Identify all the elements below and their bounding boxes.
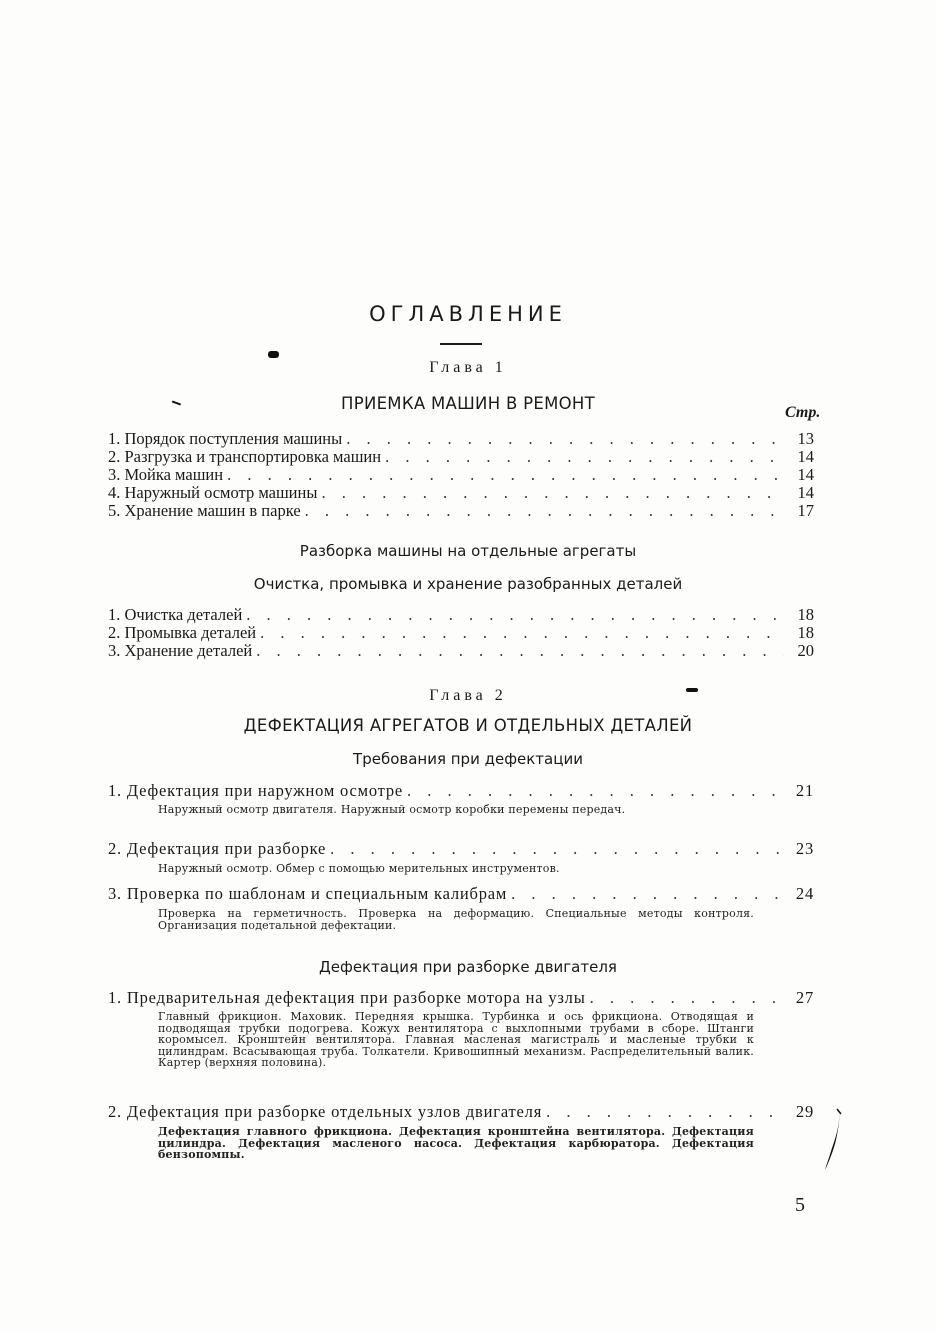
toc-entry-text: 1. Предварительная дефектация при разборке мотора на узлы — [108, 988, 586, 1007]
toc-entry-text: 3. Хранение деталей — [108, 641, 253, 660]
section-heading: Дефектация при разборке двигателя — [319, 958, 617, 976]
toc-entry-page: 18 — [797, 623, 814, 642]
toc-entry-description: Проверка на герметичность. Проверка на деформацию. Специальные методы контроля. Организация подетальной дефектации. — [158, 907, 754, 932]
toc-entry-text: 2. Дефектация при разборке — [108, 839, 327, 858]
toc-entry — [108, 1102, 814, 1122]
scan-speck — [268, 351, 279, 358]
toc-entry-page: 18 — [797, 605, 814, 624]
leader-dots — [546, 1102, 784, 1122]
leader-dots — [321, 483, 784, 503]
leader-dots — [385, 447, 784, 467]
toc-entry-text: 2. Разгрузка и транспортировка машин — [108, 447, 382, 466]
toc-entry-page: 23 — [795, 839, 814, 858]
chapter-2-label: Глава 2 — [429, 687, 507, 704]
toc-entry-text: 1. Очистка деталей — [108, 605, 243, 624]
toc-entry-page: 17 — [797, 501, 814, 520]
chapter-1-title: ПРИЕМКА МАШИН В РЕМОНТ — [340, 394, 596, 413]
leader-dots — [246, 605, 784, 625]
toc-entry-page: 29 — [795, 1102, 814, 1121]
toc-entry-page: 14 — [797, 483, 814, 502]
toc-entry-text: 2. Промывка деталей — [108, 623, 257, 642]
toc-entry — [108, 884, 814, 904]
toc-entry — [108, 429, 814, 449]
toc-entry-description: Наружный осмотр. Обмер с помощью мерительных инструментов. — [158, 862, 560, 875]
toc-entry-text: 2. Дефектация при разборке отдельных узлов двигателя — [108, 1102, 543, 1121]
toc-entry-description: Наружный осмотр двигателя. Наружный осмотр коробки перемены передач. — [158, 803, 626, 816]
toc-entry-text: 3. Мойка машин — [108, 465, 224, 484]
toc-entry — [108, 781, 814, 801]
leader-dots — [260, 623, 784, 643]
leader-dots — [330, 839, 784, 859]
leader-dots — [305, 501, 784, 521]
leader-dots — [590, 988, 784, 1008]
toc-entry-description: Дефектация главного фрикциона. Дефектация кронштейна вентилятора. Дефектация цилиндра. Дефектация масленого насоса. Дефектация карбюратора. Дефектация бензопомпы. — [158, 1125, 754, 1161]
title-rule — [440, 343, 482, 345]
toc-entry-page: 20 — [797, 641, 814, 660]
leader-dots — [256, 641, 784, 661]
toc-entry — [108, 839, 814, 859]
chapter-1-label: Глава 1 — [429, 359, 507, 376]
toc-entry — [108, 988, 814, 1008]
ink-stroke-mark — [822, 1108, 844, 1174]
toc-entry — [108, 501, 814, 521]
section-heading: Требования при дефектации — [353, 750, 583, 768]
page-column-label: Стр. — [785, 404, 821, 421]
leader-dots — [346, 429, 784, 449]
toc-entry-text: 5. Хранение машин в парке — [108, 501, 301, 520]
leader-dots — [407, 781, 784, 801]
toc-entry-page: 21 — [795, 781, 814, 800]
toc-entry — [108, 483, 814, 503]
toc-entry-text: 1. Порядок поступления машины — [108, 429, 343, 448]
toc-entry — [108, 605, 814, 625]
chapter-2-title: ДЕФЕКТАЦИЯ АГРЕГАТОВ И ОТДЕЛЬНЫХ ДЕТАЛЕЙ — [243, 716, 693, 735]
toc-entry — [108, 641, 814, 661]
toc-entry-page: 27 — [795, 988, 814, 1007]
page-title: ОГЛАВЛЕНИЕ — [369, 302, 567, 326]
leader-dots — [227, 465, 784, 485]
toc-entry-page: 14 — [797, 447, 814, 466]
section-heading: Разборка машины на отдельные агрегаты — [299, 542, 637, 560]
toc-entry — [108, 465, 814, 485]
toc-entry — [108, 623, 814, 643]
toc-entry-text: 3. Проверка по шаблонам и специальным калибрам — [108, 884, 508, 903]
toc-entry — [108, 447, 814, 467]
toc-entry-text: 4. Наружный осмотр машины — [108, 483, 318, 502]
toc-entry-description: Главный фрикцион. Маховик. Передняя крышка. Турбинка и ось фрикциона. Отводящая и подводящая трубки подогрева. Кожух вентилятора с выхлопными трубами в сборе. Штанги коромысел. Кронштейн вентилятора. Главная масленая магистраль и масленые трубки к цилиндрам. Всасывающая труба. Толкатели. Кривошипный механизм. Распределительный валик. Картер (верхняя половина). — [158, 1010, 754, 1069]
toc-entry-page: 13 — [797, 429, 814, 448]
section-heading: Очистка, промывка и хранение разобранных деталей — [253, 575, 683, 593]
toc-entry-text: 1. Дефектация при наружном осмотре — [108, 781, 404, 800]
toc-entry-page: 14 — [797, 465, 814, 484]
toc-entry-page: 24 — [795, 884, 814, 903]
leader-dots — [511, 884, 784, 904]
page-number: 5 — [795, 1194, 805, 1216]
